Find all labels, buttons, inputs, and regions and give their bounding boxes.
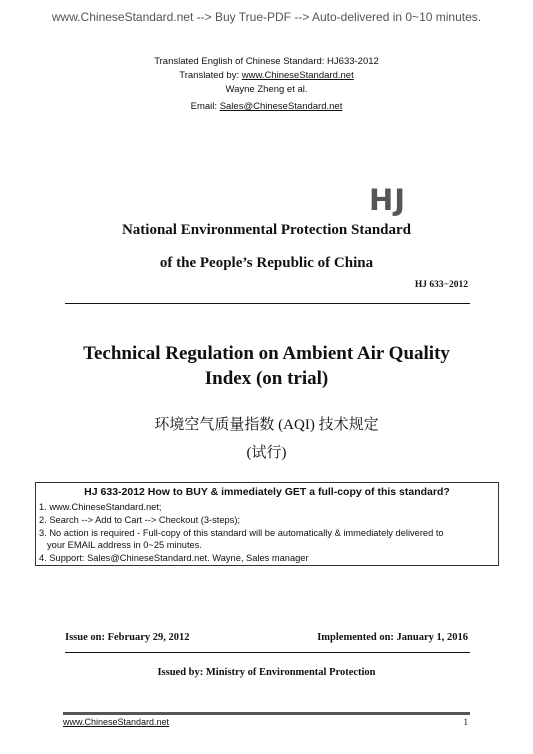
email-link[interactable]: Sales@ChineseStandard.net bbox=[219, 101, 343, 112]
footer-site-link[interactable]: www.ChineseStandard.net bbox=[63, 717, 170, 727]
standard-header-line2: of the People’s Republic of China bbox=[159, 255, 374, 271]
document-title bbox=[0, 341, 533, 391]
translators: Wayne Zheng et al. bbox=[225, 84, 308, 95]
footer-rule bbox=[63, 712, 470, 715]
email-label: Email: bbox=[190, 101, 220, 112]
email-line bbox=[0, 101, 533, 112]
buy-step-1: 1. www.ChineseStandard.net; bbox=[39, 502, 162, 512]
issue-date: Issue on: February 29, 2012 bbox=[65, 632, 190, 643]
translated-by bbox=[0, 70, 533, 81]
buy-step-4: 4. Support: Sales@ChineseStandard.net. Wayne, Sales manager bbox=[39, 553, 309, 564]
chinese-title: 环境空气质量指数 (AQI) 技术规定 bbox=[154, 417, 379, 433]
standard-header-line1: National Environmental Protection Standard bbox=[121, 222, 412, 238]
buy-step-3: 3. No action is required - Full-copy of this standard will be automatically & immediately delivered to bbox=[39, 527, 444, 538]
chinese-trial: (试行) bbox=[246, 445, 287, 461]
buy-step-3-cont: your EMAIL address in 0~25 minutes. bbox=[47, 540, 202, 551]
buy-step-2: 2. Search --> Add to Cart --> Checkout (3-steps); bbox=[39, 514, 240, 525]
hj-logo: HJ bbox=[369, 183, 407, 217]
title-line2: Index (on trial) bbox=[204, 368, 329, 389]
implementation-date: Implemented on: January 1, 2016 bbox=[317, 632, 468, 643]
buy-box-title: HJ 633-2012 How to BUY & immediately GET a full-copy of this standard? bbox=[84, 486, 450, 498]
title-line1: Technical Regulation on Ambient Air Quality bbox=[83, 343, 450, 364]
translator-site-link[interactable]: www.ChineseStandard.net bbox=[241, 70, 354, 81]
dates-rule bbox=[65, 652, 470, 653]
footer-site bbox=[63, 717, 169, 727]
issued-by: Issued by: Ministry of Environmental Protection bbox=[157, 667, 376, 678]
buy-instructions-box bbox=[35, 482, 499, 566]
header-rule bbox=[65, 303, 470, 304]
translation-note: Translated English of Chinese Standard: HJ633-2012 bbox=[154, 56, 379, 67]
top-banner: www.ChineseStandard.net --> Buy True-PDF --> Auto-delivered in 0~10 minutes. bbox=[51, 10, 482, 24]
translated-by-label: Translated by: bbox=[179, 70, 242, 81]
page-number: 1 bbox=[463, 717, 468, 727]
standard-code: HJ 633−2012 bbox=[414, 280, 468, 290]
buy-steps-list bbox=[39, 501, 444, 565]
